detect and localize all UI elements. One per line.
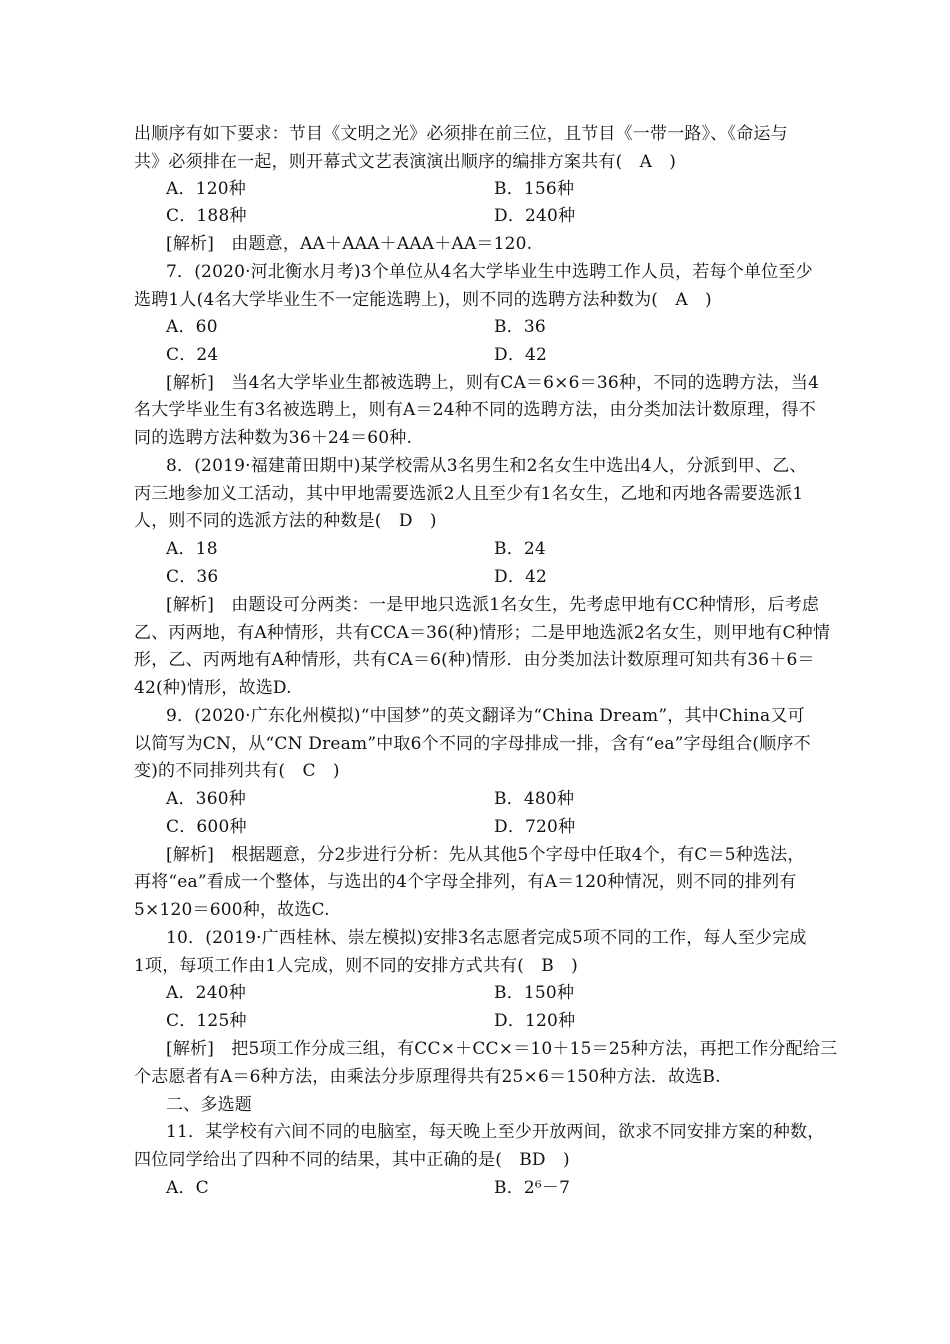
option-c: C．600种 [166, 817, 247, 837]
text-line: 出顺序有如下要求：节目《文明之光》必须排在前三位，且节目《一带一路》、《命运与 [134, 124, 788, 144]
question-8: 8．(2019·福建莆田期中)某学校需从3名男生和2名女生中选出4人，分派到甲、乙、 [166, 456, 807, 476]
text-line: 选聘1人(4名大学毕业生不一定能选聘上)，则不同的选聘方法种数为( A ) [134, 290, 712, 310]
option-d: D．720种 [494, 817, 576, 837]
option-d: D．42 [494, 567, 548, 587]
solution-line: [解析] 当4名大学毕业生都被选聘上，则有CA＝6×6＝36种，不同的选聘方法，当4 [166, 373, 820, 393]
text-line: 名大学毕业生有3名被选聘上，则有A＝24种不同的选聘方法，由分类加法计数原理，得不 [134, 400, 816, 420]
option-b: B．150种 [494, 983, 575, 1003]
text-line: 共》必须排在一起，则开幕式文艺表演演出顺序的编排方案共有( A ) [134, 152, 677, 172]
option-c: C．188种 [166, 206, 247, 226]
solution-line: [解析] 由题设可分两类：一是甲地只选派1名女生，先考虑甲地有CC种情形，后考虑 [166, 595, 820, 615]
text-line: 再将“ea”看成一个整体，与选出的4个字母全排列，有A＝120种情况，则不同的排列有 [134, 872, 797, 892]
option-b: B．24 [494, 539, 546, 559]
question-10: 10．(2019·广西桂林、崇左模拟)安排3名志愿者完成5项不同的工作，每人至少完成 [166, 928, 807, 948]
text-line: 5×120＝600种，故选C. [134, 900, 330, 920]
option-d: D．120种 [494, 1011, 576, 1031]
option-a: A．120种 [166, 179, 246, 199]
option-d: D．240种 [494, 206, 576, 226]
text-line: 同的选聘方法种数为36＋24＝60种. [134, 428, 413, 448]
solution-line: [解析] 由题意，AA＋AAA＋AAA＋AA＝120. [166, 234, 533, 254]
option-b: B．480种 [494, 789, 575, 809]
option-a: A．C [166, 1178, 209, 1198]
solution-line: [解析] 根据题意，分2步进行分析：先从其他5个字母中任取4个，有C＝5种选法， [166, 845, 805, 865]
text-line: 42(种)情形，故选D. [134, 678, 292, 698]
text-line: 变)的不同排列共有( C ) [134, 761, 340, 781]
question-11: 11．某学校有六间不同的电脑室，每天晚上至少开放两间，欲求不同安排方案的种数， [166, 1122, 825, 1142]
question-9: 9．(2020·广东化州模拟)“中国梦”的英文翻译为“China Dream”，其中China又可 [166, 706, 805, 726]
section-heading: 二、多选题 [166, 1095, 252, 1115]
solution-line: [解析] 把5项工作分成三组，有CC×＋CC×＝10＋15＝25种方法，再把工作分配给三 [166, 1039, 838, 1059]
option-c: C．36 [166, 567, 219, 587]
option-b: B．156种 [494, 179, 575, 199]
option-d: D．42 [494, 345, 548, 365]
text-line: 丙三地参加义工活动，其中甲地需要选派2人且至少有1名女生，乙地和丙地各需要选派1 [134, 484, 804, 504]
option-b: B．2⁶－7 [494, 1178, 571, 1198]
text-line: 个志愿者有A＝6种方法，由乘法分步原理得共有25×6＝150种方法．故选B. [134, 1067, 721, 1087]
option-a: A．240种 [166, 983, 246, 1003]
text-line: 以简写为CN，从“CN Dream”中取6个不同的字母排成一排，含有“ea”字母组合(顺序不 [134, 734, 811, 754]
option-c: C．125种 [166, 1011, 247, 1031]
text-line: 1项，每项工作由1人完成，则不同的安排方式共有( B ) [134, 956, 578, 976]
option-b: B．36 [494, 317, 546, 337]
text-line: 人，则不同的选派方法的种数是( D ) [134, 511, 437, 531]
option-a: A．18 [166, 539, 218, 559]
option-a: A．60 [166, 317, 218, 337]
text-line: 乙、丙两地，有A种情形，共有CCA＝36(种)情形；二是甲地选派2名女生，则甲地有C种情 [134, 623, 831, 643]
option-a: A．360种 [166, 789, 246, 809]
text-line: 四位同学给出了四种不同的结果，其中正确的是( BD ) [134, 1150, 570, 1170]
option-c: C．24 [166, 345, 219, 365]
text-line: 形，乙、丙两地有A种情形，共有CA＝6(种)情形．由分类加法计数原理可知共有36＋6＝ [134, 650, 815, 670]
question-7: 7．(2020·河北衡水月考)3个单位从4名大学毕业生中选聘工作人员，若每个单位至少 [166, 262, 813, 282]
